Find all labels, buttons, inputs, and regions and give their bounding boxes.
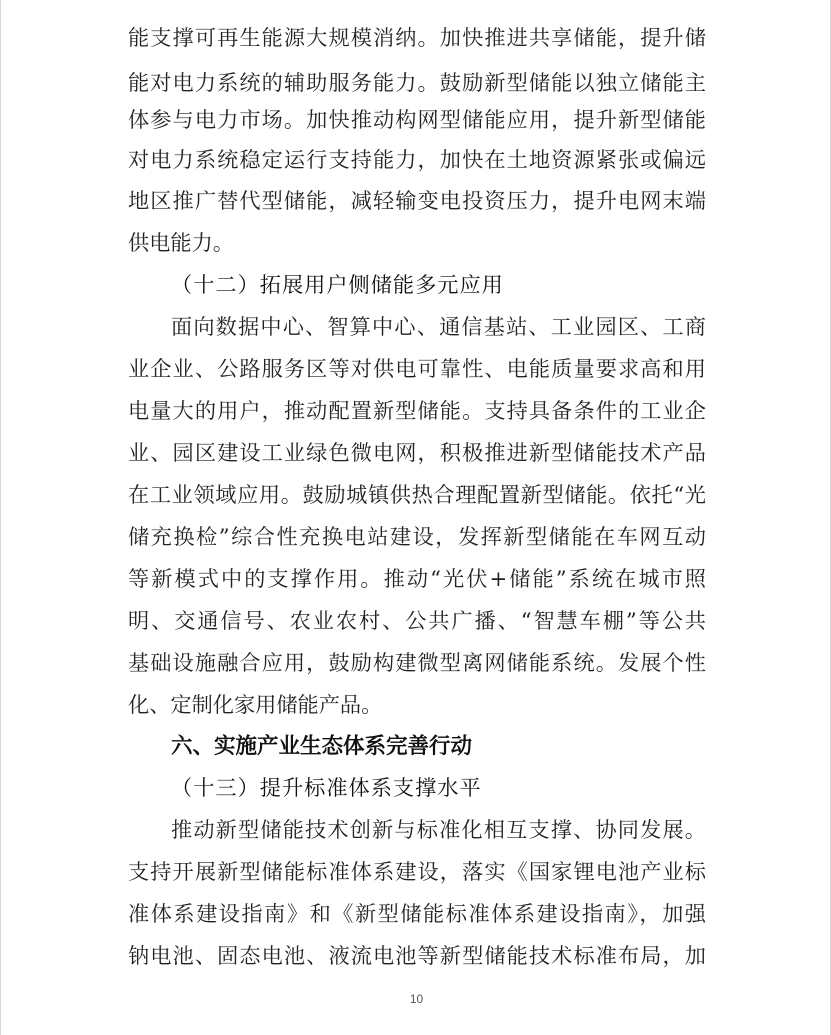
paragraph-line: 体参与电力市场。加快推动构网型储能应用，提升新型储能 — [128, 107, 706, 132]
chapter-heading: 六、实施产业生态体系完善行动 — [171, 734, 473, 759]
page-number: 10 — [409, 992, 424, 1006]
paragraph-line: 推动新型储能技术创新与标准化相互支撑、协同发展。 — [171, 817, 706, 842]
paragraph-line: 业企业、公路服务区等对供电可靠性、电能质量要求高和用 — [128, 356, 706, 381]
paragraph-line: 对电力系统稳定运行支持能力，加快在土地资源紧张或偏远 — [128, 147, 706, 172]
paragraph-line: 化、定制化家用储能产品。 — [128, 692, 383, 717]
paragraph-line: 供电能力。 — [128, 230, 234, 255]
paragraph-line: 电量大的用户，推动配置新型储能。支持具备条件的工业企 — [128, 398, 706, 423]
paragraph-line: 地区推广替代型储能，减轻输变电投资压力，提升电网末端 — [128, 188, 706, 213]
paragraph-line: 业、园区建设工业绿色微电网，积极推进新型储能技术产品 — [128, 440, 706, 465]
paragraph-line: 在工业领域应用。鼓励城镇供热合理配置新型储能。依托“光 — [128, 482, 706, 507]
paragraph-line: 钠电池、固态电池、液流电池等新型储能技术标准布局，加 — [128, 943, 706, 968]
paragraph-line: 准体系建设指南》和《新型储能标准体系建设指南》，加强 — [128, 901, 706, 926]
paragraph-line: 能支撑可再生能源大规模消纳。加快推进共享储能，提升储 — [128, 25, 706, 50]
paragraph-line: 支持开展新型储能标准体系建设，落实《国家锂电池产业标 — [128, 859, 706, 884]
paragraph-line: 基础设施融合应用，鼓励构建微型离网储能系统。发展个性 — [128, 650, 706, 675]
section-title: （十三）提升标准体系支撑水平 — [171, 775, 482, 800]
paragraph-line: 明、交通信号、农业农村、公共广播、“智慧车棚”等公共 — [128, 608, 706, 633]
paragraph-line: 等新模式中的支撑作用。推动“光伏+储能”系统在城市照 — [128, 566, 706, 591]
paragraph-line: 储充换检”综合性充换电站建设，发挥新型储能在车网互动 — [128, 524, 706, 549]
paragraph-line: 面向数据中心、智算中心、通信基站、工业园区、工商 — [171, 314, 706, 339]
paragraph-line: 能对电力系统的辅助服务能力。鼓励新型储能以独立储能主 — [128, 70, 706, 95]
section-title: （十二）拓展用户侧储能多元应用 — [171, 272, 504, 297]
